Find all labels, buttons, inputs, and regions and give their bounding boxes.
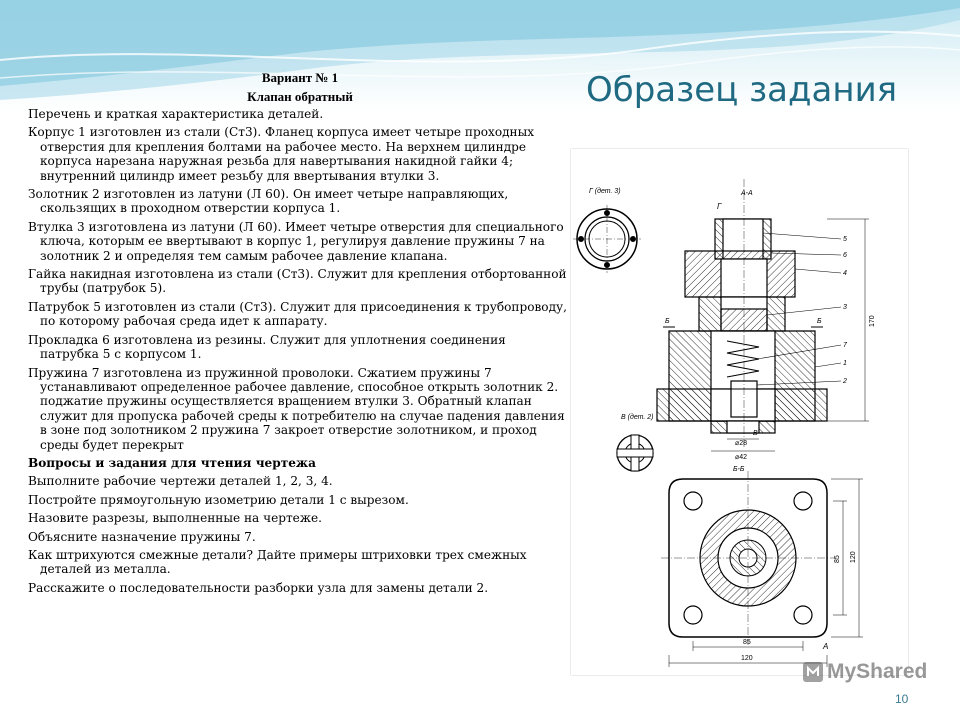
- leader-3: 3: [843, 304, 847, 311]
- variant-heading: Вариант № 1: [261, 70, 339, 85]
- leader-6: 6: [843, 252, 847, 259]
- myshared-watermark: [803, 660, 927, 684]
- view-g-bushing: [573, 205, 641, 273]
- question-item: Расскажите о последовательности разборки узла для замены детали 2.: [28, 580, 489, 595]
- leader-4: 4: [843, 270, 847, 277]
- paragraph: Втулка 3 изготовлена из латуни (Л 60). Имеет четыре отверстия для специального ключа, которым ее ввертывают в корпус 1, регулируя давление пружины 7 на золотник 2 и определяя тем самым рабочее давление клапана.: [28, 219, 564, 263]
- view-v-label: В (дет. 2): [621, 414, 654, 421]
- dim-170-label: 170: [869, 315, 876, 327]
- paragraph: Прокладка 6 изготовлена из резины. Служит для уплотнения соединения патрубка 5 с корпусом 1.: [28, 332, 506, 362]
- paragraph: Золотник 2 изготовлен из латуни (Л 60). Он имеет четыре направляющих, скользящих в проходном отверстии корпуса 1.: [28, 187, 509, 216]
- dim-85-w-label: 85: [743, 639, 751, 646]
- question-item: Выполните рабочие чертежи деталей 1, 2, 3, 4.: [28, 474, 333, 489]
- dim-85-h-label: 85: [834, 555, 841, 563]
- part-name-heading: Клапан обратный: [247, 89, 353, 104]
- view-v-valve: [617, 435, 653, 471]
- mark-b-left: Б: [665, 318, 670, 325]
- mark-v: В: [753, 430, 758, 437]
- question-item: Объясните назначение пружины 7.: [28, 529, 256, 544]
- mark-a: А: [823, 642, 829, 651]
- paragraph: Пружина 7 изготовлена из пружинной проволоки. Сжатием пружины 7 устанавливают определенное рабочее давление, способное открыть золотник 2. поджатие пружины осуществляется вращением втулки 3. Обратный клапан служит для пропуска рабочей среды к потребителю на случае падения давления в зоне под золотником 2 пружина 7 закроет отверстие золотником, и проход среды будет перекрыт: [28, 365, 565, 452]
- leader-7: 7: [843, 342, 847, 349]
- watermark-text: MyShared: [827, 660, 928, 683]
- technical-drawing: [571, 149, 908, 675]
- question-item: Постройте прямоугольную изометрию детали 1 с вырезом.: [28, 492, 409, 507]
- arrow-g-mark: Г: [717, 202, 722, 211]
- dim-120-w-label: 120: [741, 655, 753, 662]
- question-item: Как штрихуются смежные детали? Дайте примеры штриховки трех смежных деталей из металла.: [28, 547, 527, 577]
- question-item: Назовите разрезы, выполненные на чертеже.: [28, 511, 322, 526]
- task-text: [28, 107, 568, 667]
- section-aa-label: А-А: [741, 190, 753, 197]
- slide-title: Образец задания: [586, 70, 898, 110]
- leader-1: 1: [843, 360, 847, 367]
- dim-d42-label: ⌀42: [735, 454, 748, 461]
- section-aa-assembly: [657, 219, 827, 433]
- leader-2: 2: [843, 378, 847, 385]
- view-g-label: Г (дет. 3): [589, 188, 621, 195]
- leader-5: 5: [843, 236, 847, 243]
- dim-120-h-label: 120: [850, 551, 857, 563]
- paragraph: Перечень и краткая характеристика деталей.: [28, 107, 324, 121]
- questions-heading: Вопросы и задания для чтения чертежа: [28, 455, 316, 470]
- mark-b-right: Б: [817, 318, 822, 325]
- myshared-logo-icon: [803, 662, 823, 682]
- dim-d28-label: ⌀28: [735, 440, 748, 447]
- paragraph: Гайка накидная изготовлена из стали (Ст3). Служит для крепления отбортованной трубы (патрубок 5).: [28, 267, 567, 296]
- paragraph: Корпус 1 изготовлен из стали (Ст3). Фланец корпуса имеет четыре проходных отверстия для крепления болтами на рабочее место. На верхнем цилиндре корпуса нарезана наружная резьба для навертывания накидной гайки 4; внутренний цилиндр имеет резьбу для ввертывания втулки 3.: [28, 125, 535, 183]
- page-number: 10: [895, 692, 909, 706]
- dimension-170: [827, 219, 869, 421]
- section-bb-label: Б-Б: [733, 466, 745, 473]
- valve-drawing-svg: [571, 149, 908, 675]
- section-bb-flange: [661, 471, 835, 645]
- paragraph: Патрубок 5 изготовлен из стали (Ст3). Служит для присоединения к трубопроводу, по которому рабочая среда идет к аппарату.: [28, 299, 567, 329]
